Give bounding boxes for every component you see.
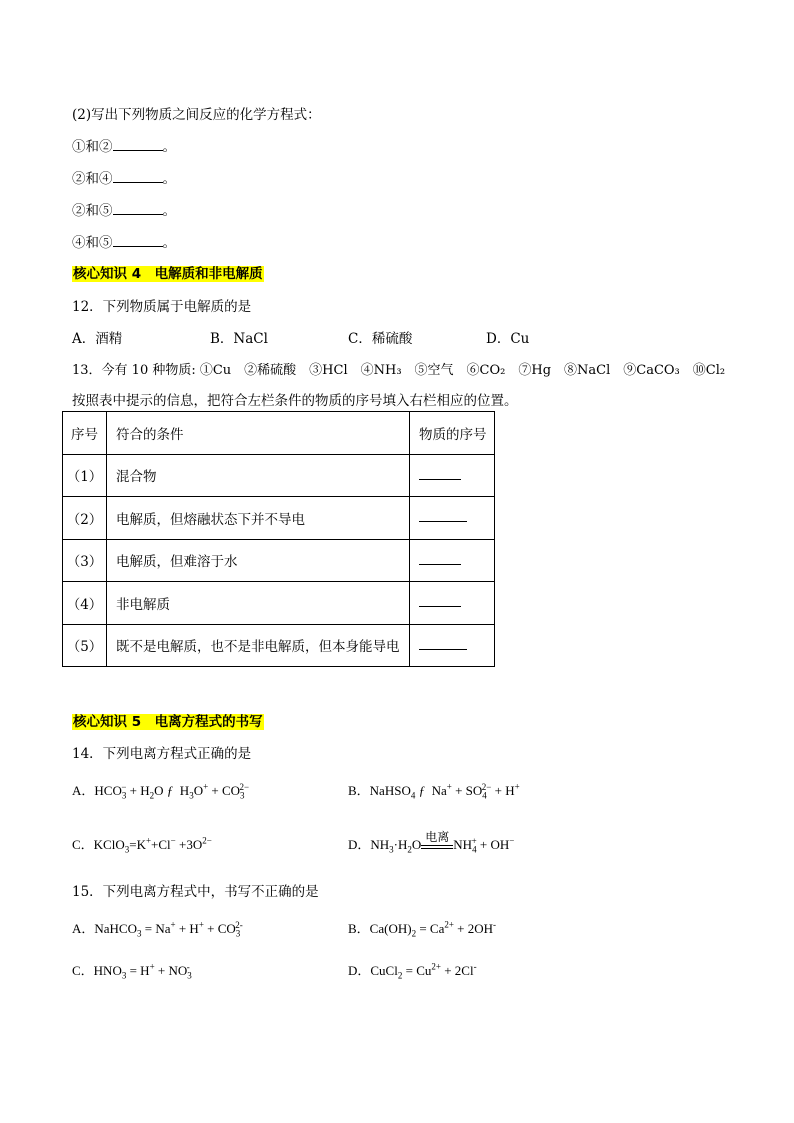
period: 。 [162,139,176,155]
row-condition: 非电解质 [107,582,410,625]
answer-blank[interactable] [113,234,163,247]
answer-blank[interactable] [419,509,467,522]
row-condition: 电解质，但难溶于水 [107,539,410,582]
option-label: B． [348,921,370,936]
part2-item [72,167,176,187]
option-d[interactable]: D．Cu [486,331,530,347]
section-title: 核心知识 4 电解质和非电解质 [73,266,263,282]
answer-blank[interactable] [419,467,461,480]
option-label: D． [348,963,371,978]
question-stem: 14．下列电离方程式正确的是 [72,746,252,762]
option-a[interactable]: A．$HCO_3^- + H_2O$ ƒ $H_3O^+ + CO_3^{2-}$ [72,781,250,801]
ionization-arrow [421,830,453,849]
period: 。 [162,171,176,187]
question-stem: 13．今有 10 种物质: ①Cu ②稀硫酸 ③HCl ④NH₃ ⑤空气 ⑥CO₂ ⑦Hg ⑧NaCl ⑨CaCO₃ ⑩Cl₂ [72,363,726,378]
option-c[interactable]: C．$HNO_3 = H^+ + NO_3^-$ [72,961,192,981]
period: 。 [162,203,176,219]
option-b[interactable]: B．NaCl [210,331,268,347]
question-stem: 15．下列电离方程式中，书写不正确的是 [72,884,319,900]
option-a[interactable]: A．酒精 [72,331,123,347]
part2-item-label: ②和④ [72,171,113,187]
option-d[interactable]: D．CuCl$_2$ = $Cu^{2+} + 2Cl^-$ [348,961,477,981]
row-condition: 电解质，但熔融状态下并不导电 [107,497,410,540]
period: 。 [162,235,176,251]
table-header-row [63,412,495,455]
part2-item [72,199,176,219]
part2-item-label: ②和⑤ [72,203,113,219]
option-label: B． [348,783,370,798]
row-number: （3） [63,539,107,582]
table-row [63,539,495,582]
answer-blank[interactable] [419,594,461,607]
answer-blank[interactable] [419,552,461,565]
option-label: A． [72,921,95,936]
row-condition: 既不是电解质，也不是非电解质，但本身能导电 [107,624,410,667]
table-row [63,582,495,625]
part2-item-label: ④和⑤ [72,235,113,251]
option-c[interactable]: C．KClO$_3$=K++Cl− $+3O^{2-}$ [72,835,212,855]
row-number: （2） [63,497,107,540]
header-cell: 序号 [63,412,107,455]
option-b[interactable]: B．NaHSO$_4$ ƒ $Na^+ + SO_4^{2-} + H^+$ [348,781,520,801]
row-condition: 混合物 [107,454,410,497]
option-label: A． [72,783,95,798]
part2-item [72,231,176,251]
table-row [63,454,495,497]
question-instruction: 按照表中提示的信息，把符合左栏条件的物质的序号填入右栏相应的位置。 [72,393,518,409]
option-b[interactable]: B．$Ca(OH)_2 = Ca^{2+} + 2OH^-$ [348,919,497,939]
answer-table [62,411,495,667]
option-d[interactable]: D．$NH_3\cdot H_2O$ 电离 $NH_4^+ + OH^-$ [348,830,515,855]
part2-item-label: ①和② [72,139,113,155]
answer-blank[interactable] [113,170,163,183]
table-row [63,624,495,667]
answer-blank[interactable] [113,202,163,215]
row-number: （1） [63,454,107,497]
part2-heading: (2)写出下列物质之间反应的化学方程式： [72,107,321,123]
arrow-label: 电离 [425,830,450,845]
option-c[interactable]: C．稀硫酸 [348,331,413,347]
option-label: C． [72,963,94,978]
row-number: （4） [63,582,107,625]
header-cell: 符合的条件 [107,412,410,455]
part2-item [72,135,176,155]
question-stem: 12．下列物质属于电解质的是 [72,299,252,315]
table-row [63,497,495,540]
section-title: 核心知识 5 电离方程式的书写 [73,714,263,730]
option-a[interactable]: A．NaHCO$_3$ = $Na^+ + H^+ + CO_3^{2-}$ [72,919,243,939]
header-cell: 物质的序号 [410,412,495,455]
option-label: D． [348,837,371,852]
answer-blank[interactable] [113,138,163,151]
row-number: （5） [63,624,107,667]
option-label: C． [72,837,94,852]
answer-blank[interactable] [419,637,467,650]
